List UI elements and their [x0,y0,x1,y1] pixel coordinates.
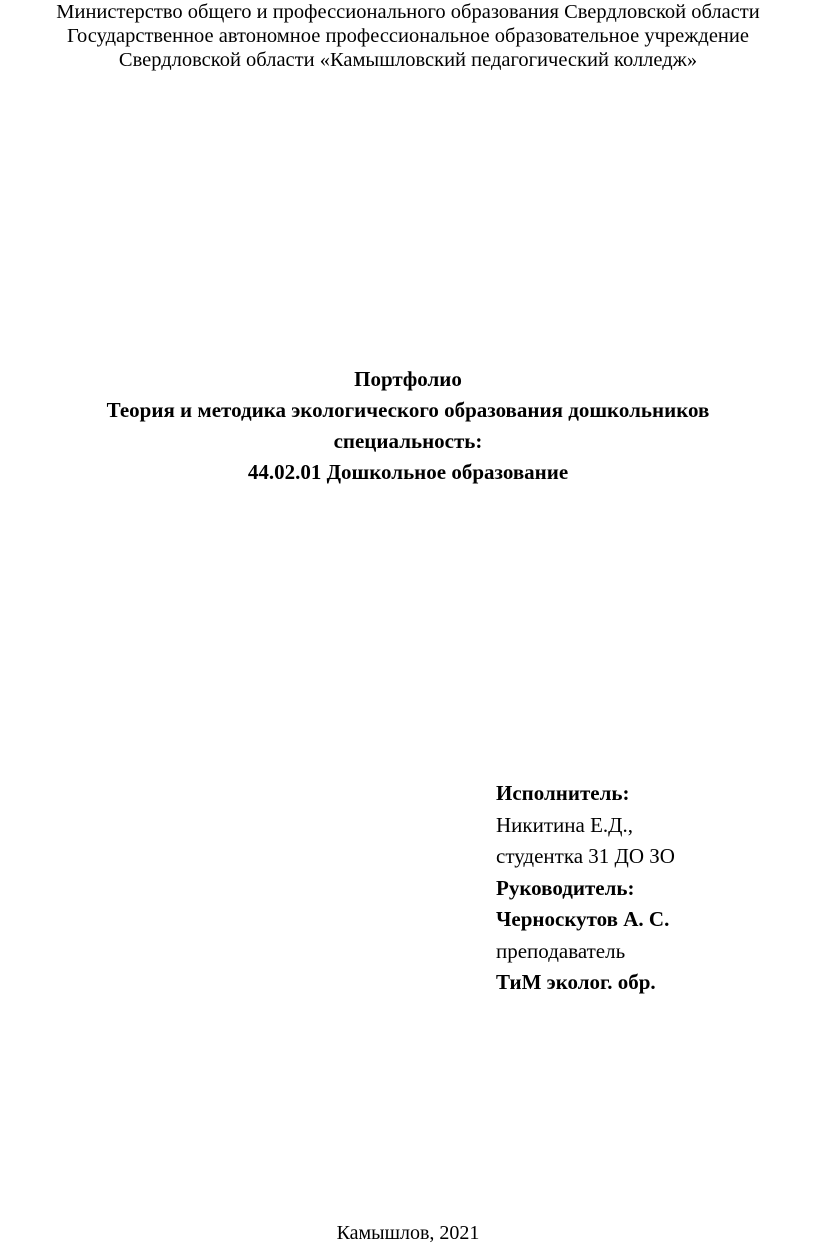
institution-header [0,0,816,72]
document-title: Портфолио [354,367,462,391]
performer-label: Исполнитель: [496,781,630,805]
performer-name: Никитина Е.Д., [496,812,633,837]
supervisor-position: преподаватель [496,938,626,963]
title-block [0,364,816,488]
discipline-title: Теория и методика экологического образования дошкольников [106,398,710,422]
header-line-ministry: Министерство общего и профессионального образования Свердловской области [56,1,760,23]
specialty-label: специальность: [333,429,483,453]
specialty-value: 44.02.01 Дошкольное образование [247,460,569,484]
performer-group: студентка 31 ДО ЗО [496,844,675,868]
supervisor-name: Черноскутов А. С. [496,907,670,931]
header-line-institution-type: Государственное автономное профессиональное образовательное учреждение [67,25,749,47]
supervisor-label: Руководитель: [496,875,635,900]
header-line-college: Свердловской области «Камышловский педагогический колледж» [118,49,698,71]
place-and-year: Камышлов, 2021 [336,1222,480,1244]
author-info [496,778,796,999]
supervisor-subject: ТиМ эколог. обр. [496,970,656,994]
